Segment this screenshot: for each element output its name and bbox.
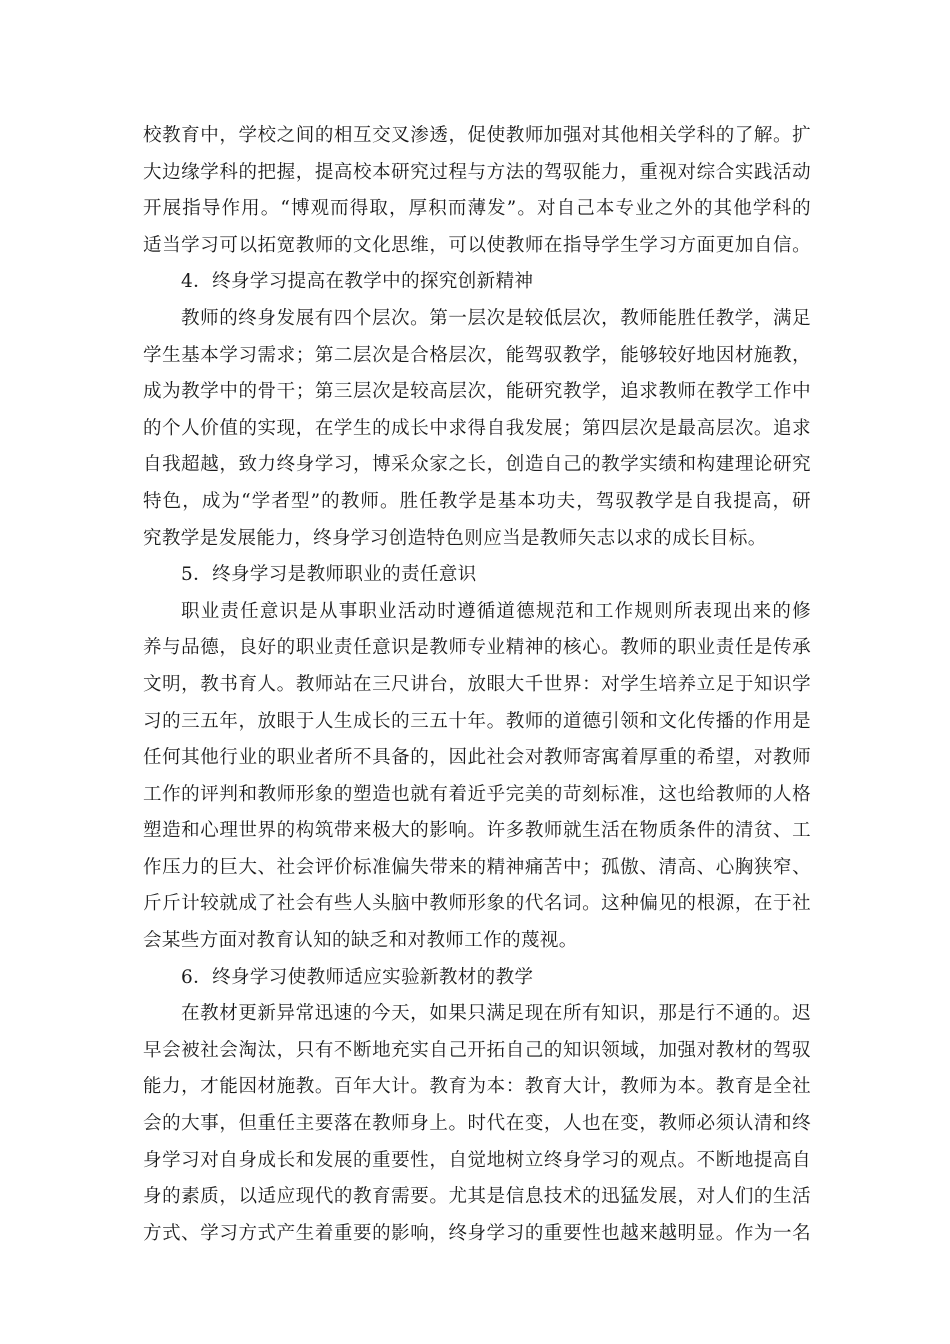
paragraph-line: 会的大事，但重任主要落在教师身上。时代在变，人也在变，教师必须认清和终 (143, 1113, 811, 1135)
paragraph-line: 习的三五年，放眼于人生成长的三五十年。教师的道德引领和文化传播的作用是 (143, 710, 811, 732)
paragraph-line: 适当学习可以拓宽教师的文化思维，可以使教师在指导学生学习方面更加自信。 (143, 234, 811, 256)
paragraph-line: 教师的终身发展有四个层次。第一层次是较低层次，教师能胜任教学，满足 (181, 307, 811, 329)
paragraph-line: 作压力的巨大、社会评价标准偏失带来的精神痛苦中；孤傲、清高、心胸狭窄、 (143, 856, 811, 878)
paragraph-line: 身的素质，以适应现代的教育需要。尤其是信息技术的迅猛发展，对人们的生活 (143, 1186, 811, 1208)
paragraph-line: 究教学是发展能力，终身学习创造特色则应当是教师矢志以求的成长目标。 (143, 527, 767, 549)
paragraph-line: 身学习对自身成长和发展的重要性，自觉地树立终身学习的观点。不断地提高自 (143, 1149, 811, 1171)
paragraph-line: 自我超越，致力终身学习，博采众家之长，创造自己的教学实绩和构建理论研究 (143, 454, 811, 476)
paragraph-line: 成为教学中的骨干；第三层次是较高层次，能研究教学，追求教师在教学工作中 (143, 381, 811, 403)
paragraph-line: 开展指导作用。“博观而得取，厚积而薄发”。对自己本专业之外的其他学科的 (143, 198, 811, 220)
section-heading: 5．终身学习是教师职业的责任意识 (181, 564, 477, 586)
section-heading: 6．终身学习使教师适应实验新教材的教学 (181, 966, 534, 988)
section-heading: 4．终身学习提高在教学中的探究创新精神 (181, 271, 534, 293)
paragraph-line: 大边缘学科的把握，提高校本研究过程与方法的驾驭能力，重视对综合实践活动 (143, 161, 811, 183)
paragraph-line: 的个人价值的实现，在学生的成长中求得自我发展；第四层次是最高层次。追求 (143, 417, 811, 439)
body-text (143, 118, 811, 1252)
paragraph-line: 会某些方面对教育认知的缺乏和对教师工作的蔑视。 (143, 930, 578, 952)
paragraph-line: 文明，教书育人。教师站在三尺讲台，放眼大千世界：对学生培养立足于知识学 (143, 673, 811, 695)
paragraph-line: 任何其他行业的职业者所不具备的，因此社会对教师寄寓着厚重的希望，对教师 (143, 747, 811, 769)
paragraph-line: 方式、学习方式产生着重要的影响，终身学习的重要性也越来越明显。作为一名 (143, 1222, 811, 1244)
paragraph-line: 斤斤计较就成了社会有些人头脑中教师形象的代名词。这种偏见的根源，在于社 (143, 893, 811, 915)
paragraph-line: 早会被社会淘汰，只有不断地充实自己开拓自己的知识领域，加强对教材的驾驭 (143, 1039, 811, 1061)
paragraph-line: 在教材更新异常迅速的今天，如果只满足现在所有知识，那是行不通的。迟 (181, 1003, 811, 1025)
paragraph-line: 能力，才能因材施教。百年大计。教育为本：教育大计，教师为本。教育是全社 (143, 1076, 811, 1098)
paragraph-line: 养与品德，良好的职业责任意识是教师专业精神的核心。教师的职业责任是传承 (143, 637, 811, 659)
paragraph-line: 职业责任意识是从事职业活动时遵循道德规范和工作规则所表现出来的修 (181, 600, 811, 622)
paragraph-line: 校教育中，学校之间的相互交叉渗透，促使教师加强对其他相关学科的了解。扩 (143, 125, 811, 146)
paragraph-line: 特色，成为“学者型”的教师。胜任教学是基本功夫，驾驭教学是自我提高，研 (143, 490, 811, 512)
paragraph-line: 学生基本学习需求；第二层次是合格层次，能驾驭教学，能够较好地因材施教， (143, 344, 811, 366)
paragraph-line: 塑造和心理世界的构筑带来极大的影响。许多教师就生活在物质条件的清贫、工 (143, 820, 811, 842)
paragraph-line: 工作的评判和教师形象的塑造也就有着近乎完美的苛刻标准，这也给教师的人格 (143, 783, 811, 805)
